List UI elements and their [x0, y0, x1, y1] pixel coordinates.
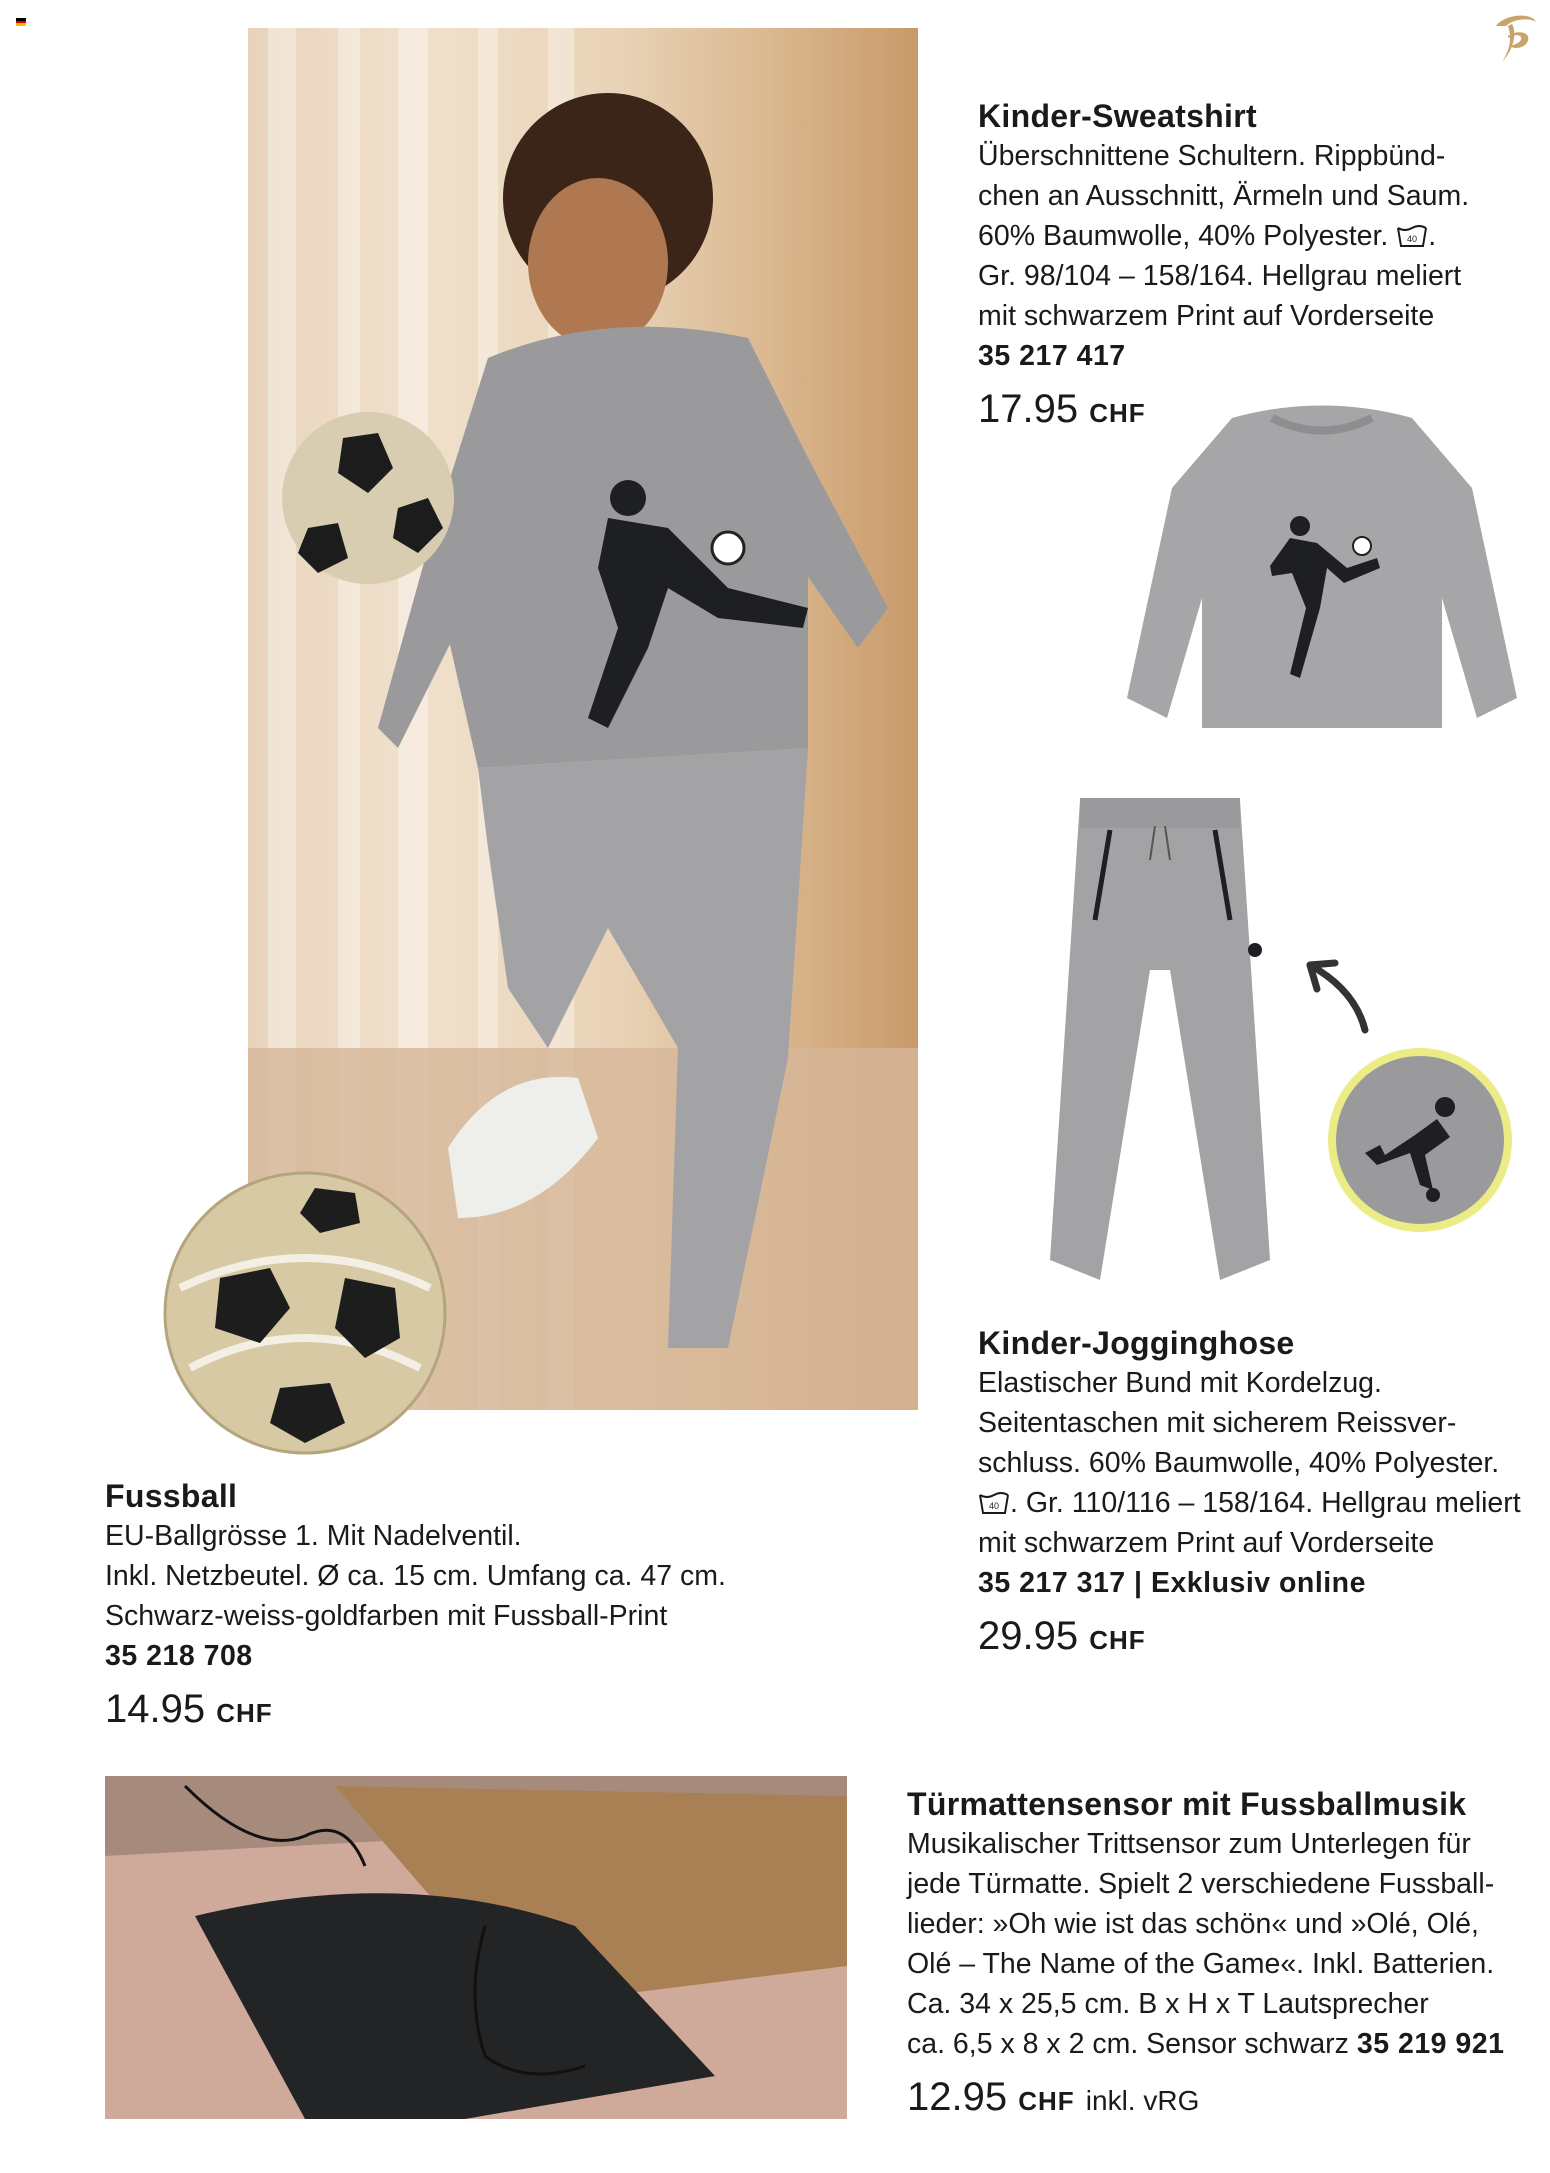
description-line: chen an Ausschnitt, Ärmeln und Saum. — [978, 180, 1470, 212]
description-line: 60% Baumwolle, 40% Polyester. 40 . — [978, 220, 1437, 252]
article-number: 35 218 708 — [105, 1640, 253, 1672]
currency: CHF — [216, 1698, 273, 1728]
price — [907, 2070, 1547, 2128]
product-description — [978, 136, 1538, 336]
price — [978, 382, 1538, 440]
product-title: Kinder-Sweatshirt — [978, 98, 1257, 134]
svg-text:40: 40 — [1407, 234, 1418, 244]
sweatshirt-product-photo — [1122, 398, 1522, 738]
product-description — [105, 1516, 825, 1636]
wash-40-icon — [1396, 224, 1428, 248]
football-photo — [160, 1168, 450, 1458]
price — [978, 1609, 1548, 1667]
description-line: Elastischer Bund mit Kordelzug. — [978, 1367, 1382, 1399]
jogginghose-info — [978, 1323, 1548, 1667]
description-line: Schwarz-weiss-goldfarben mit Fussball-Print — [105, 1600, 668, 1632]
article-number: 35 217 317 | Exklusiv online — [978, 1567, 1366, 1599]
currency: CHF — [1018, 2086, 1075, 2116]
description-line: Inkl. Netzbeutel. Ø ca. 15 cm. Umfang ca. 47 cm. — [105, 1560, 726, 1592]
price-value: 29.95 — [978, 1614, 1079, 1658]
description-line: schluss. 60% Baumwolle, 40% Polyester. — [978, 1447, 1500, 1479]
product-title: Kinder-Jogginghose — [978, 1325, 1295, 1361]
article-number: 35 219 921 — [1356, 2028, 1505, 2060]
fussball-info — [105, 1476, 825, 1740]
description-line: Musikalischer Trittsensor zum Unterlegen für — [907, 1828, 1471, 1860]
price-value: 12.95 — [907, 2075, 1008, 2119]
price — [105, 1682, 825, 1740]
flag-icon — [16, 18, 26, 26]
jogginghose-product-photo — [1040, 790, 1280, 1290]
description-line: 40 . Gr. 110/116 – 158/164. Hellgrau meliert — [978, 1483, 1548, 1523]
description-line: EU-Ballgrösse 1. Mit Nadelventil. — [105, 1520, 522, 1552]
description-line: lieder: »Oh wie ist das schön« und »Olé, Olé, — [907, 1908, 1479, 1940]
arrow-icon — [1295, 955, 1375, 1035]
description-line: ca. 6,5 x 8 x 2 cm. Sensor schwarz 35 219 921 — [907, 2028, 1505, 2060]
price-value: 14.95 — [105, 1687, 206, 1731]
description-line: mit schwarzem Print auf Vorderseite — [978, 300, 1435, 332]
description-line: Olé – The Name of the Game«. Inkl. Batterien. — [907, 1948, 1495, 1980]
description-line: Ca. 34 x 25,5 cm. B x H x T Lautsprecher — [907, 1988, 1429, 2020]
print-zoom-detail — [1325, 1045, 1515, 1235]
description-line: Überschnittene Schultern. Rippbünd- — [978, 140, 1446, 172]
product-title: Fussball — [105, 1478, 238, 1514]
price-note: inkl. vRG — [1085, 2085, 1200, 2116]
product-description — [978, 1363, 1548, 1563]
currency: CHF — [1089, 1625, 1146, 1655]
svg-text:40: 40 — [988, 1501, 1000, 1511]
sensor-info — [907, 1784, 1547, 2128]
product-description — [907, 1824, 1547, 2064]
description-line: Seitentaschen mit sicherem Reissver- — [978, 1407, 1457, 1439]
description-line: Gr. 98/104 – 158/164. Hellgrau meliert — [978, 260, 1462, 292]
doormat-photo — [105, 1776, 847, 2119]
price-value: 17.95 — [978, 387, 1079, 431]
wash-40-icon — [978, 1491, 1010, 1515]
article-number: 35 217 417 — [978, 340, 1126, 372]
sweatshirt-info — [978, 96, 1538, 440]
description-line: jede Türmatte. Spielt 2 verschiedene Fussball- — [907, 1868, 1495, 1900]
currency: CHF — [1089, 398, 1146, 428]
tchibo-logo-icon — [1482, 8, 1542, 68]
description-line: mit schwarzem Print auf Vorderseite — [978, 1527, 1435, 1559]
product-title: Türmattensensor mit Fussballmusik — [907, 1786, 1467, 1822]
